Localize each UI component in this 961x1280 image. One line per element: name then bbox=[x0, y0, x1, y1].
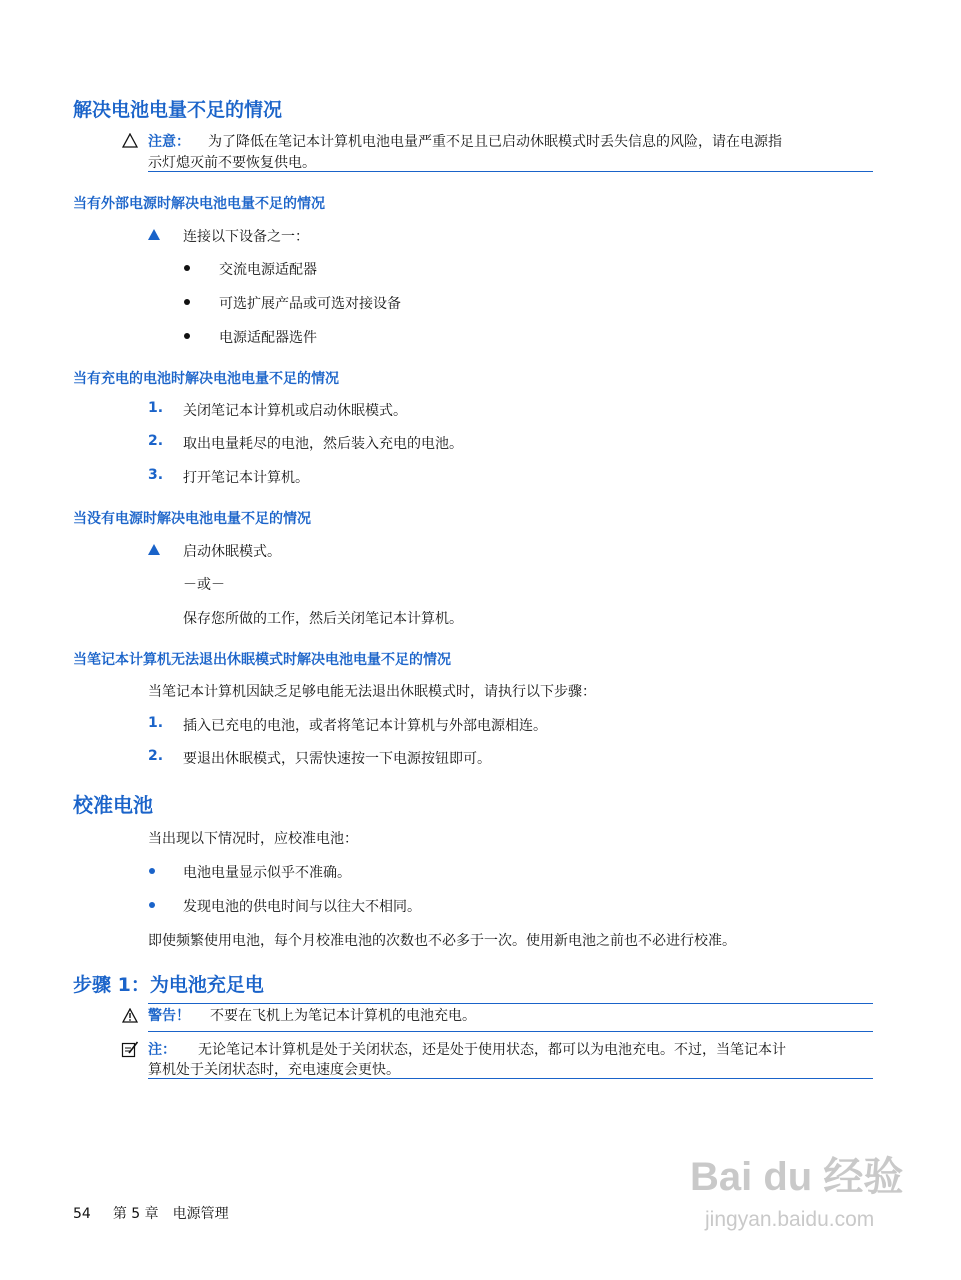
intro-text: 当出现以下情况时，应校准电池： bbox=[148, 831, 358, 847]
chapter-number: 第 5 章 bbox=[112, 1206, 159, 1222]
step-text: 关闭笔记本计算机或启动休眠模式。 bbox=[183, 403, 407, 419]
subsection-title-external-power: 当有外部电源时解决电池电量不足的情况 bbox=[73, 196, 325, 212]
subsection-title-charged-battery: 当有充电的电池时解决电池电量不足的情况 bbox=[73, 371, 339, 387]
baidu-watermark-logo: Bai du 经验 bbox=[690, 1155, 904, 1199]
outro-text: 即使频繁使用电池，每个月校准电池的次数也不必多于一次。使用新电池之前也不必进行校准。 bbox=[148, 933, 736, 949]
caution-line-1 bbox=[148, 131, 782, 153]
step-title-charge-battery: 步骤 1：为电池充足电 bbox=[73, 974, 264, 996]
or-separator: －或－ bbox=[183, 577, 225, 593]
subsection-title-cannot-exit-hibernation: 当笔记本计算机无法退出休眠模式时解决电池电量不足的情况 bbox=[73, 652, 451, 668]
caution-icon bbox=[122, 133, 138, 148]
footer bbox=[73, 1203, 229, 1223]
note-icon bbox=[121, 1040, 139, 1058]
step-text: 打开笔记本计算机。 bbox=[183, 470, 309, 486]
note-rule bbox=[148, 1078, 873, 1079]
warning-icon bbox=[122, 1008, 138, 1023]
bullet-icon bbox=[149, 868, 155, 874]
step-text: 取出电量耗尽的电池，然后装入充电的电池。 bbox=[183, 436, 463, 452]
step-number: 1. bbox=[148, 715, 164, 731]
chapter-title: 电源管理 bbox=[172, 1206, 229, 1222]
page-number: 54 bbox=[73, 1206, 91, 1222]
step-text: 插入已充电的电池，或者将笔记本计算机与外部电源相连。 bbox=[183, 718, 547, 734]
caution-text: 为了降低在笔记本计算机电池电量严重不足且已启动休眠模式时丢失信息的风险，请在电源指 bbox=[208, 134, 782, 150]
subsection-title-no-power: 当没有电源时解决电池电量不足的情况 bbox=[73, 511, 311, 527]
note-label: 注： bbox=[148, 1042, 176, 1058]
step-number: 1. bbox=[148, 400, 164, 416]
list-item: 电池电量显示似乎不准确。 bbox=[183, 865, 351, 881]
step-text: 启动休眠模式。 bbox=[183, 544, 281, 560]
list-item: 可选扩展产品或可选对接设备 bbox=[219, 296, 401, 312]
step-arrow-icon bbox=[148, 229, 160, 240]
list-item: 电源适配器选件 bbox=[219, 330, 317, 346]
caution-label: 注意： bbox=[148, 134, 190, 150]
list-item: 发现电池的供电时间与以往大不相同。 bbox=[183, 899, 421, 915]
note-text: 无论笔记本计算机是处于关闭状态，还是处于使用状态，都可以为电池充电。不过，当笔记本计 bbox=[198, 1042, 786, 1058]
note-line-2: 算机处于关闭状态时，充电速度会更快。 bbox=[148, 1062, 400, 1078]
caution-rule bbox=[148, 171, 873, 172]
warning-text: 不要在飞机上为笔记本计算机的电池充电。 bbox=[210, 1008, 476, 1024]
step-text: 连接以下设备之一： bbox=[183, 229, 309, 245]
step-number: 2. bbox=[148, 748, 164, 764]
note-line-1 bbox=[148, 1039, 786, 1061]
step-text: 要退出休眠模式，只需快速按一下电源按钮即可。 bbox=[183, 751, 491, 767]
bullet-icon bbox=[184, 333, 190, 339]
baidu-watermark-url: jingyan.baidu.com bbox=[705, 1208, 875, 1231]
alt-step-text: 保存您所做的工作，然后关闭笔记本计算机。 bbox=[183, 611, 463, 627]
warning-line bbox=[148, 1005, 476, 1027]
list-item: 交流电源适配器 bbox=[219, 262, 317, 278]
caution-line-2: 示灯熄灭前不要恢复供电。 bbox=[148, 155, 316, 171]
step-arrow-icon bbox=[148, 544, 160, 555]
warning-top-rule bbox=[148, 1003, 873, 1004]
warning-label: 警告！ bbox=[148, 1008, 190, 1024]
section-title-calibrate-battery: 校准电池 bbox=[73, 793, 153, 817]
warning-bottom-rule bbox=[148, 1031, 873, 1032]
step-number: 2. bbox=[148, 433, 164, 449]
bullet-icon bbox=[149, 902, 155, 908]
step-number: 3. bbox=[148, 467, 164, 483]
bullet-icon bbox=[184, 299, 190, 305]
intro-text: 当笔记本计算机因缺乏足够电能无法退出休眠模式时，请执行以下步骤： bbox=[148, 684, 596, 700]
section-title-low-battery: 解决电池电量不足的情况 bbox=[73, 99, 283, 121]
bullet-icon bbox=[184, 265, 190, 271]
